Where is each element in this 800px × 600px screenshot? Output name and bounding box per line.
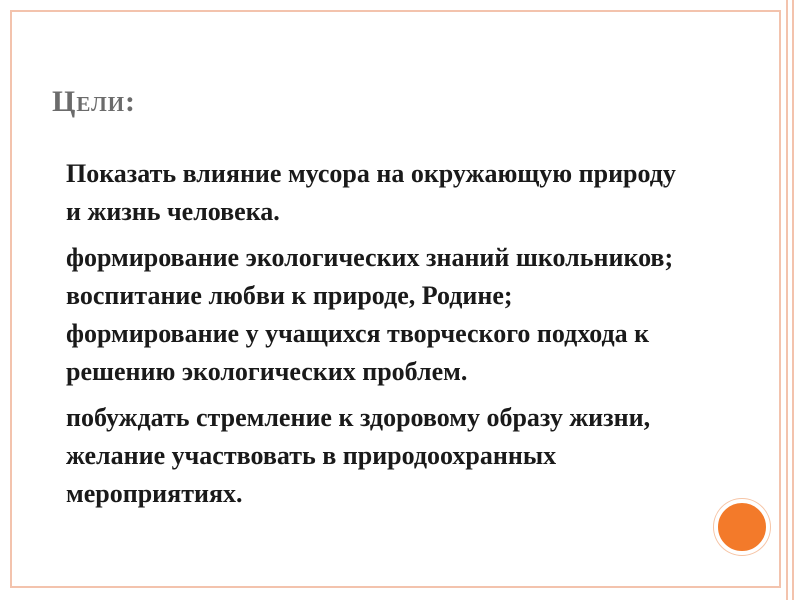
list-item-text: побуждать стремление к здоровому образу жизни, желание участвовать в природоохранных мероприятиях. bbox=[66, 403, 651, 508]
slide-title: Цели: bbox=[52, 85, 137, 118]
list-item-text: Показать влияние мусора на окружающую природу и жизнь человека. bbox=[66, 159, 676, 226]
list-item bbox=[36, 155, 676, 231]
decorative-rail-right bbox=[792, 0, 794, 600]
list-item-text: формирование экологических знаний школьников; воспитание любви к природе, Родине; формирование у учащихся творческого подхода к решению экологических проблем. bbox=[66, 243, 674, 386]
list-item bbox=[36, 399, 676, 513]
orange-circle-decoration bbox=[714, 499, 770, 555]
bullet-list bbox=[36, 155, 676, 521]
list-item bbox=[36, 239, 676, 391]
decorative-rail-left bbox=[786, 0, 788, 600]
